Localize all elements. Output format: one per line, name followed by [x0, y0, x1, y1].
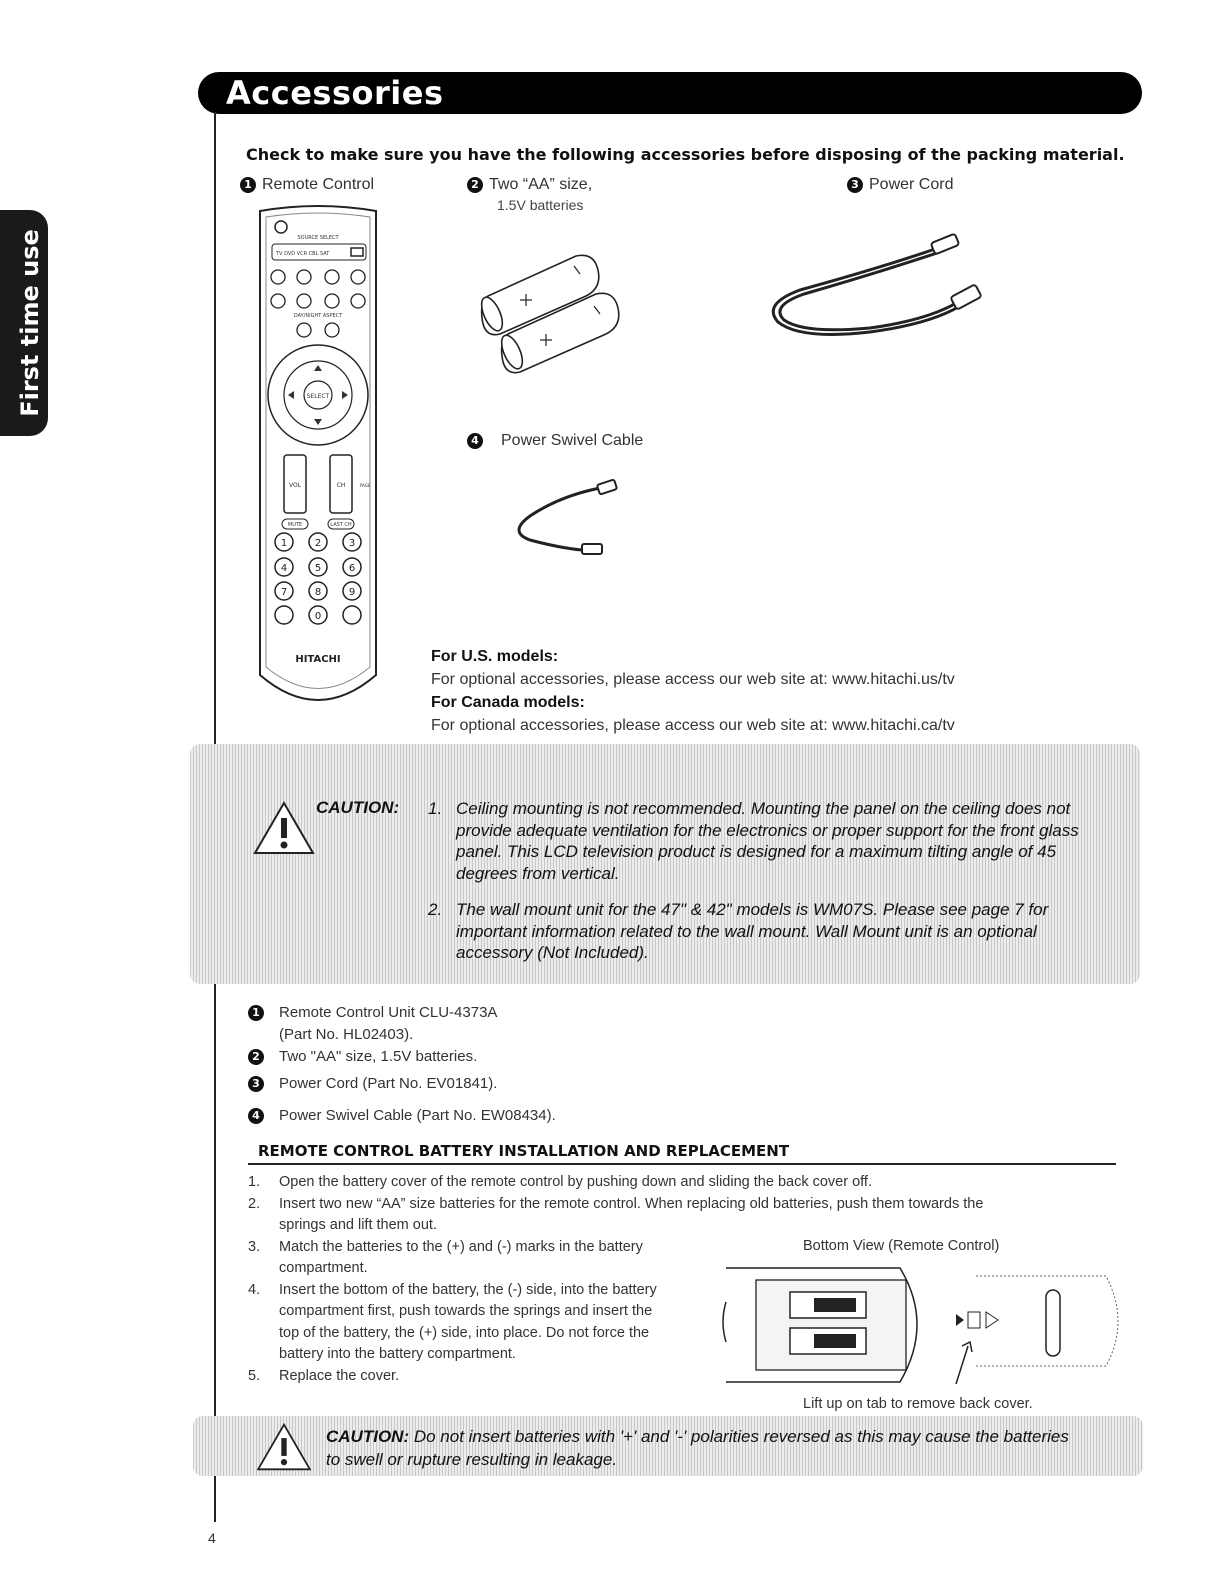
item-1-label: 1 Remote Control	[240, 176, 374, 194]
mute-label: MUTE	[287, 522, 303, 528]
warning-triangle-icon	[255, 1422, 313, 1472]
caution-item-2: 2. The wall mount unit for the 47" & 42" models is WM07S. Please see page 7 for important information related to the wall mount. Wall Mount unit is an optional accessory (Not Included).	[428, 900, 1049, 962]
section-rule	[248, 1163, 1116, 1165]
item-3-label: 3 Power Cord	[847, 176, 953, 194]
canada-models-heading: For Canada models:	[431, 694, 585, 711]
us-models-heading: For U.S. models:	[431, 648, 559, 665]
last-ch-label: LAST CH	[330, 522, 352, 528]
channel-label: CH	[336, 482, 346, 489]
step-2: 2. Insert two new “AA” size batteries for the remote control. When replacing old batteries, push them towards the springs and lift them out.	[248, 1195, 984, 1233]
digit-3: 3	[348, 538, 356, 549]
power-cord-illustration	[760, 228, 990, 348]
battery-caution-label: CAUTION:	[326, 1427, 410, 1446]
page-label: PAGE	[360, 483, 371, 488]
power-swivel-cable-illustration	[500, 476, 630, 566]
optional-accessories-info	[431, 645, 955, 737]
parts-item-1: 1 Remote Control Unit CLU-4373A (Part No. HL02403).	[248, 1002, 556, 1046]
side-tab-label: First time use	[16, 229, 44, 417]
page-number: 4	[208, 1530, 216, 1546]
source-select-label: SOURCE SELECT	[297, 235, 339, 241]
page-title: Accessories	[226, 74, 444, 112]
volume-label: VOL	[288, 482, 302, 489]
day-night-aspect-label: DAY/NIGHT ASPECT	[293, 313, 343, 319]
remote-brand-logo: HITACHI	[295, 654, 341, 665]
remote-control-illustration	[256, 205, 380, 715]
parts-item-2: 2 Two "AA" size, 1.5V batteries.	[248, 1046, 556, 1068]
battery-compartment-diagram	[720, 1262, 1130, 1392]
digit-8: 8	[314, 587, 322, 598]
step-3: 3. Match the batteries to the (+) and (-) marks in the battery compartment.	[248, 1238, 643, 1276]
digit-6: 6	[348, 563, 356, 574]
number-1-badge: 1	[240, 177, 256, 193]
digit-2: 2	[314, 538, 322, 549]
parts-item-3: 3 Power Cord (Part No. EV01841).	[248, 1073, 556, 1095]
warning-triangle-icon	[252, 800, 316, 856]
lift-tab-caption: Lift up on tab to remove back cover.	[803, 1396, 1033, 1412]
us-models-text: For optional accessories, please access our web site at: www.hitachi.us/tv	[431, 671, 955, 688]
parts-item-4: 4 Power Swivel Cable (Part No. EW08434).	[248, 1105, 556, 1127]
step-4: 4. Insert the bottom of the battery, the (-) side, into the battery compartment first, push towards the springs and insert the top of the battery, the (+) side, into place. Do not force the battery into the battery compartment.	[248, 1281, 657, 1362]
canada-models-text: For optional accessories, please access our web site at: www.hitachi.ca/tv	[431, 717, 955, 734]
digit-0: 0	[314, 611, 322, 622]
number-3-badge: 3	[847, 177, 863, 193]
battery-caution-line-2: to swell or rupture resulting in leakage.	[326, 1450, 618, 1469]
battery-section-title: REMOTE CONTROL BATTERY INSTALLATION AND REPLACEMENT	[258, 1142, 790, 1160]
caution-list	[428, 798, 1128, 964]
step-1: 1. Open the battery cover of the remote control by pushing down and sliding the back cover off.	[248, 1174, 872, 1190]
parts-list	[248, 1002, 556, 1127]
digit-4: 4	[280, 563, 288, 574]
select-button-label: SELECT	[306, 393, 330, 400]
caution-item-1: 1. Ceiling mounting is not recommended. Mounting the panel on the ceiling does not provide adequate ventilation for the electronics or proper support for the front glass panel. This LCD television product is designed for a maximum tilting angle of 45 degrees from vertical.	[428, 799, 1079, 883]
item-2-sublabel: 1.5V batteries	[497, 197, 584, 213]
digit-7: 7	[280, 587, 288, 598]
aa-batteries-illustration	[478, 248, 628, 388]
item-2-label: 2 Two “AA” size,	[467, 176, 592, 194]
battery-caution-line-1: CAUTION: Do not insert batteries with '+' and '-' polarities reversed as this may cause the batteries	[326, 1427, 1069, 1446]
number-4-badge: 4	[467, 433, 483, 449]
digit-1: 1	[280, 538, 288, 549]
mode-labels: TV DVD VCR CBL SAT	[276, 251, 330, 257]
item-4-label: 4 Power Swivel Cable	[467, 432, 643, 450]
number-2-badge: 2	[467, 177, 483, 193]
digit-9: 9	[348, 587, 356, 598]
caution-label: CAUTION:	[316, 798, 400, 817]
step-5: 5. Replace the cover.	[248, 1367, 400, 1384]
bottom-view-caption: Bottom View (Remote Control)	[803, 1238, 1000, 1254]
intro-text: Check to make sure you have the following accessories before disposing of the packing material.	[246, 145, 1125, 164]
digit-5: 5	[314, 563, 322, 574]
